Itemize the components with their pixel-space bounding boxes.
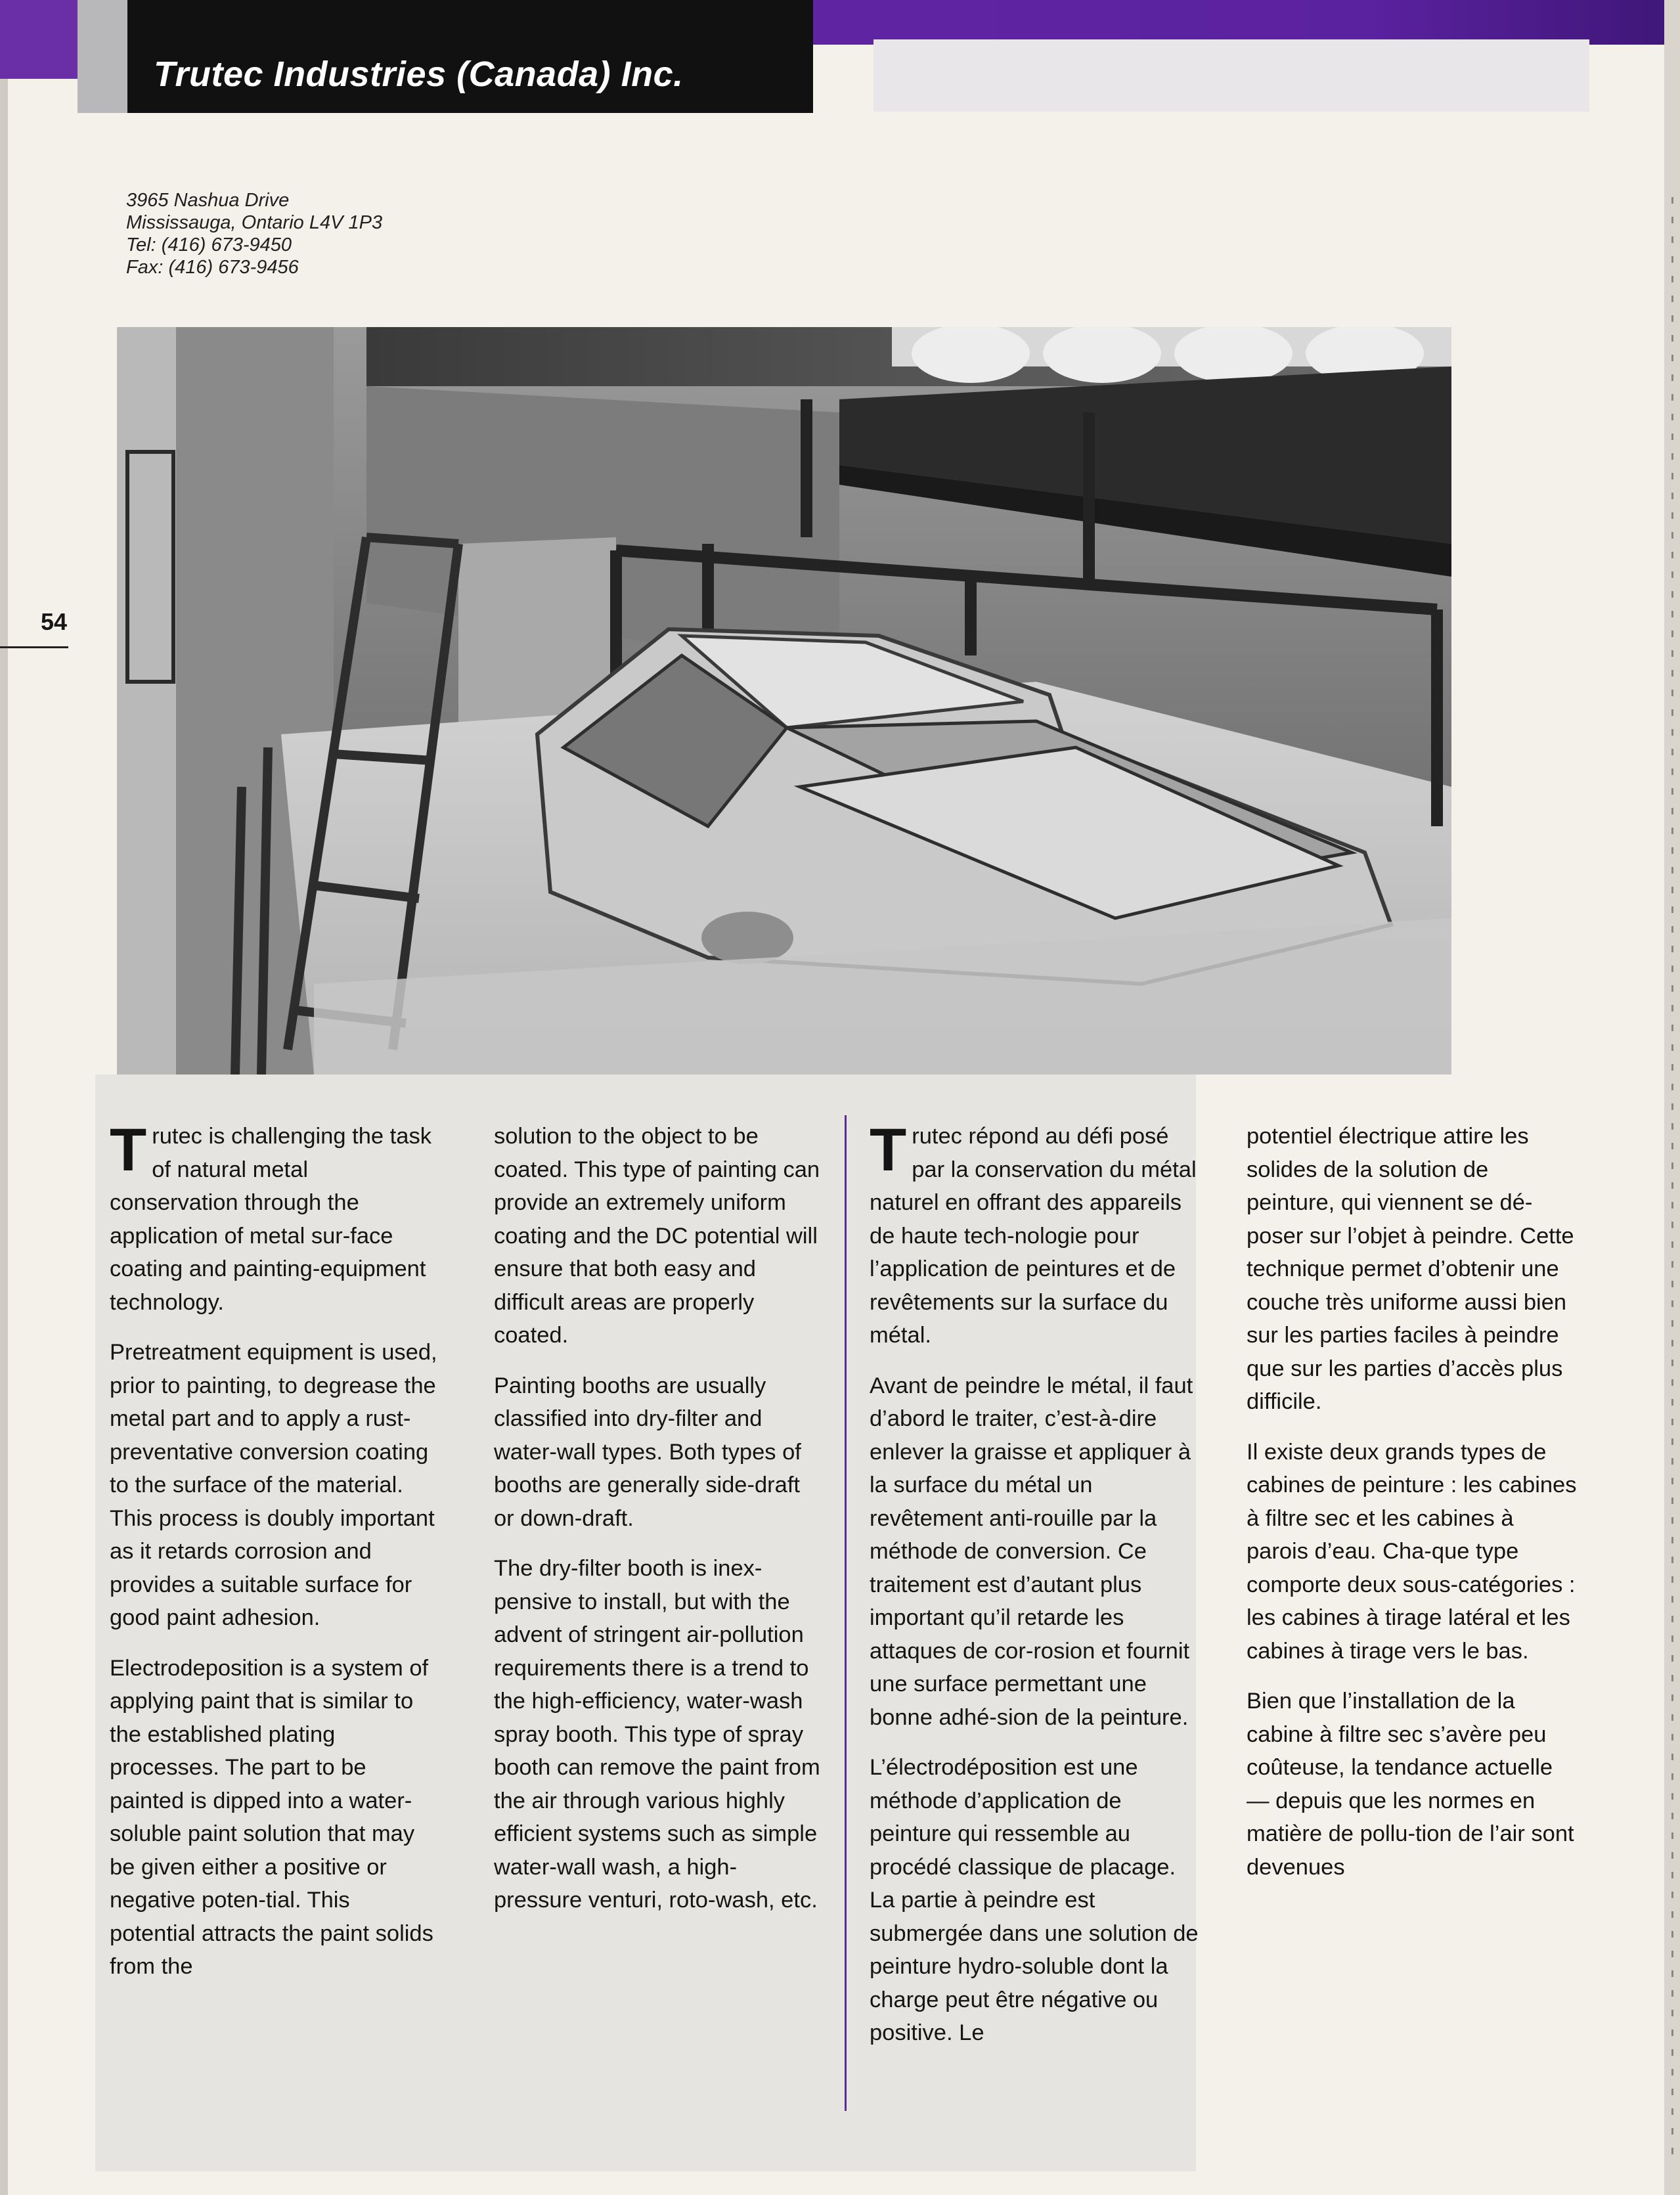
- french-paragraph: L’électrodéposition est une méthode d’application de peinture qui ressemble au procédé classique de placage. La partie à peindre est submergée dans une solution de peinture hydro-soluble dont la charge peut être négative ou positive. Le: [870, 1755, 1199, 2045]
- page-number-rule: [0, 646, 68, 648]
- english-column-1: [110, 1117, 438, 2001]
- english-paragraph: Electrodeposition is a system of applying paint that is similar to the established plating processes. The part to be painted is dipped into a water-soluble paint solution that may be given either a positive or negative poten-tial. This potential attracts the paint solids from the: [110, 1655, 433, 1979]
- french-column-1: [870, 1117, 1205, 2067]
- english-paragraph: Painting booths are usually classified into dry-filter and water-wall types. Both types of booths are generally side-draft or down-draft.: [494, 1373, 801, 1531]
- french-paragraph: Avant de peindre le métal, il faut d’abord le traiter, c’est-à-dire enlever la graisse et appliquer à la surface du métal un revêtement anti-rouille par la méthode de conversion. Ce traitement est d’autant plus important qu’il retarde les attaques de cor-rosion et fournit une surface permettant une bonne adhé-sion de la peinture.: [870, 1373, 1193, 1730]
- page-number: 54: [41, 608, 68, 635]
- french-paragraph: Bien que l’installation de la cabine à filtre sec s’avère peu coûteuse, la tendance actuelle — depuis que les normes en matière de pollu-tion de l’air sont devenues: [1247, 1689, 1574, 1880]
- address-street: 3965 Nashua Drive: [126, 190, 290, 211]
- drop-cap: T: [110, 1117, 147, 1184]
- page-left-edge: [0, 0, 8, 2195]
- show-through-band: [873, 39, 1589, 112]
- english-column-2: [494, 1120, 822, 1934]
- electrodeposition-photo: [117, 327, 1451, 1075]
- perforation-line: [1671, 197, 1673, 2167]
- english-paragraph-text: rutec is challenging the task of natural metal conservation through the application of metal sur-face coating and painting-equipment technology.: [110, 1124, 431, 1315]
- english-paragraph: Pretreatment equipment is used, prior to painting, to degrease the metal part and to apply a rust-preventative conversion coating to the surface of the material. This process is doubly important as it retards corrosion and provides a suitable surface for good paint adhesion.: [110, 1340, 437, 1630]
- company-title-box: [127, 0, 813, 113]
- address-city: Mississauga, Ontario L4V 1P3: [126, 212, 383, 233]
- language-divider: [845, 1115, 847, 2111]
- company-title: Trutec Industries (Canada) Inc.: [154, 55, 684, 94]
- english-paragraph: The dry-filter booth is inex-pensive to install, but with the advent of stringent air-pollution requirements there is a trend to the high-efficiency, water-wash spray booth. This type of spray booth can remove the paint from the air through various highly efficient systems such as simple water-wall wash, a high-pressure venturi, roto-wash, etc.: [494, 1556, 820, 1913]
- french-paragraph: potentiel électrique attire les solides de la solution de peinture, qui viennent se dé-poser sur l’objet à peindre. Cette technique permet d’obtenir une couche très uniforme aussi bien sur les parties faciles à peindre que sur les parties d’accès plus difficile.: [1247, 1124, 1574, 1414]
- company-address: [126, 189, 382, 278]
- purple-bleed-left: [0, 0, 77, 79]
- address-fax: Fax: (416) 673-9456: [126, 257, 299, 278]
- drop-cap: T: [870, 1117, 907, 1184]
- french-paragraph-text: rutec répond au défi posé par la conservation du métal naturel en offrant des appareils de haute tech-nologie pour l’application de peintures et de revêtements sur la surface du métal.: [870, 1124, 1197, 1348]
- french-paragraph: [870, 1117, 1205, 1352]
- address-tel: Tel: (416) 673-9450: [126, 234, 292, 255]
- gray-header-strip: [77, 0, 127, 113]
- english-paragraph: solution to the object to be coated. This type of painting can provide an extremely uniform coating and the DC potential will ensure that both easy and difficult areas are properly coated.: [494, 1124, 820, 1348]
- english-paragraph: [110, 1117, 438, 1319]
- french-paragraph: Il existe deux grands types de cabines de peinture : les cabines à filtre sec et les cabines à parois d’eau. Cha-que type comporte deux sous-catégories : les cabines à tirage latéral et les cabines à tirage vers le bas.: [1247, 1439, 1577, 1664]
- french-column-2: [1247, 1120, 1581, 1901]
- photo-illustration: [117, 327, 1451, 1075]
